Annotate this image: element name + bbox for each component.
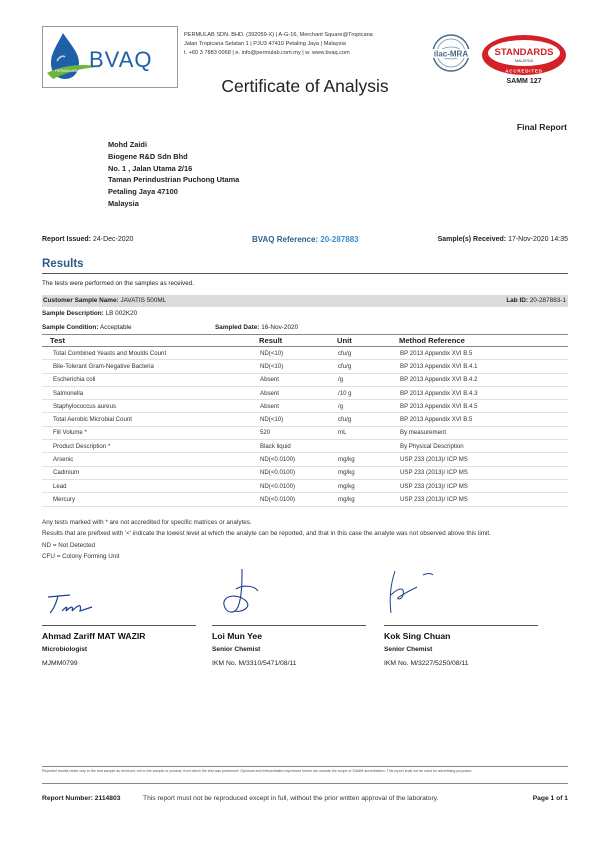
cell-test: Arsenic: [42, 453, 254, 466]
address-line: Malaysia: [108, 198, 139, 208]
cell-unit: [332, 440, 394, 453]
signatory-registration: IKM No. M/3227/5250/08/11: [384, 660, 469, 667]
cell-test: Bile-Tolerant Gram-Negative Bacteria: [42, 360, 254, 373]
lab-id-value: 20-287883-1: [529, 297, 566, 304]
reproduction-note: This report must not be reproduced except in full, without the prior written approval of the laboratory.: [143, 795, 439, 802]
cell-unit: /g: [332, 400, 394, 413]
cell-method: USP 233 (2013)/ ICP MS: [394, 466, 568, 479]
divider: [42, 766, 568, 767]
cell-method: BP 2013 Appendix XVI B.5: [394, 413, 568, 426]
samm-label: SAMM 127: [506, 78, 542, 85]
cell-unit: mL: [332, 426, 394, 439]
ilac-mra-logo: [426, 33, 476, 73]
report-info-row: [42, 236, 568, 247]
table-row: [42, 466, 568, 479]
cell-result: 520: [254, 426, 332, 439]
sample-condition-value: Acceptable: [99, 324, 132, 331]
table-row: [42, 347, 568, 360]
table-row: [42, 400, 568, 413]
divider: [42, 783, 568, 784]
lab-id: [506, 297, 566, 304]
signature-line: [384, 625, 538, 626]
signatory-name: Ahmad Zariff MAT WAZIR: [42, 631, 146, 641]
report-issued-label: Report Issued:: [42, 236, 92, 243]
signatory-title: Senior Chemist: [212, 646, 261, 653]
cell-unit: /g: [332, 373, 394, 386]
report-number: [42, 795, 120, 802]
note-line: CFU = Colony Forming Unit: [42, 552, 120, 560]
signatory-name: Kok Sing Chuan: [384, 631, 451, 641]
cell-unit: mg/kg: [332, 493, 394, 506]
table-header-row: [42, 335, 568, 347]
report-status: Final Report: [516, 122, 567, 132]
company-line: PERMULAB SDN. BHD. (392059-X) | A-G-16, Merchant Square@Tropicana: [184, 32, 373, 38]
disclaimer: Reported results relate only to the test sample as received, not to the sample or product, from which the test was performed. Opinions and interpretation expressed herein are outside the scope of SAMM accreditation. This report shall not be used for advertising purposes.: [42, 769, 473, 773]
notes: [42, 517, 568, 562]
client-address: [108, 139, 239, 210]
cell-method: USP 233 (2013)/ ICP MS: [394, 493, 568, 506]
signatory-title: Microbiologist: [42, 646, 88, 653]
report-number-value: 2114803: [94, 795, 121, 802]
table-row: [42, 479, 568, 492]
sampled-date-value: 16-Nov-2020: [261, 324, 299, 331]
cell-method: By Physical Description: [394, 440, 568, 453]
samples-received-value: 17-Nov-2020 14:35: [508, 236, 568, 243]
cell-test: Total Combined Yeasts and Moulds Count: [42, 347, 254, 360]
cell-method: BP 2013 Appendix XVI B.4.1: [394, 360, 568, 373]
cell-unit: mg/kg: [332, 466, 394, 479]
signatory-block: [384, 629, 469, 671]
cell-test: Lead: [42, 479, 254, 492]
logo-text: BVAQ: [89, 47, 153, 72]
samples-received-label: Sample(s) Received:: [437, 236, 507, 243]
company-line: t. +60 3 7883 0068 | e. info@permulab.com.my | w. www.bvaq.com: [184, 50, 350, 56]
signatory-block: [212, 629, 297, 671]
cell-result: ND(<0.0100): [254, 466, 332, 479]
cell-test: Fill Volume *: [42, 426, 254, 439]
company-line: Jalan Tropicana Selatan 1 | PJU3 47410 Petaling Jaya | Malaysia: [184, 41, 346, 47]
report-issued-value: 24-Dec-2020: [92, 236, 134, 243]
page-number: Page 1 of 1: [532, 795, 568, 802]
signature-ahmad: [44, 567, 114, 623]
table-row: [42, 373, 568, 386]
standards-malaysia-logo: [480, 33, 568, 79]
column-header-result: Result: [254, 335, 332, 347]
cell-result: Black liquid: [254, 440, 332, 453]
cell-method: BP 2013 Appendix XVI B.4.5: [394, 400, 568, 413]
cell-result: ND(<10): [254, 347, 332, 360]
cell-result: ND(<0.0100): [254, 493, 332, 506]
cell-result: Absent: [254, 373, 332, 386]
company-info: [184, 31, 424, 58]
cell-test: Cadmium: [42, 466, 254, 479]
cell-unit: cfu/g: [332, 360, 394, 373]
cell-unit: mg/kg: [332, 479, 394, 492]
address-line: No. 1 , Jalan Utama 2/16: [108, 163, 193, 173]
column-header-method: Method Reference: [394, 335, 568, 347]
svg-text:STANDARDS: STANDARDS: [494, 47, 554, 58]
note-line: Results that are prefixed with '<' indicate the lowest level at which the analyte can be reported, and that in this case the analyte was not observed above this limit.: [42, 530, 491, 538]
cell-method: By measurement: [394, 426, 568, 439]
bvaq-reference: [252, 235, 359, 244]
cell-method: USP 233 (2013)/ ICP MS: [394, 479, 568, 492]
cell-test: Mercury: [42, 493, 254, 506]
table-row: [42, 440, 568, 453]
cell-test: Staphylococcus aureus: [42, 400, 254, 413]
document-title: Certificate of Analysis: [221, 76, 389, 96]
customer-sample-name: [43, 297, 166, 304]
cell-test: Escherichia coli: [42, 373, 254, 386]
svg-text:ilac-MRA: ilac-MRA: [433, 49, 469, 59]
sampled-date: [215, 324, 298, 331]
cell-method: BP 2013 Appendix XVI B.5: [394, 347, 568, 360]
cell-result: ND(<0.0100): [254, 453, 332, 466]
cell-test: Product Description *: [42, 440, 254, 453]
address-line: Mohd Zaidi: [108, 140, 147, 149]
note-line: ND = Not Detected: [42, 541, 96, 549]
table-row: [42, 386, 568, 399]
cell-unit: /10 g: [332, 386, 394, 399]
signatory-registration: MJMM0799: [42, 660, 78, 667]
lab-id-label: Lab ID:: [506, 297, 528, 304]
signatory-block: [42, 629, 145, 671]
sample-description: [42, 310, 137, 317]
signature-line: [42, 625, 196, 626]
cell-result: Absent: [254, 400, 332, 413]
address-line: Biogene R&D Sdn Bhd: [108, 151, 188, 161]
sample-condition-label: Sample Condition:: [42, 324, 99, 331]
bvaq-reference-label: BVAQ Reference:: [252, 235, 319, 244]
sample-description-value: LB 002K20: [105, 310, 138, 317]
signatory-title: Senior Chemist: [384, 646, 433, 653]
sample-description-label: Sample Description:: [42, 310, 104, 317]
results-heading: Results: [42, 258, 84, 270]
cell-unit: cfu/g: [332, 413, 394, 426]
cell-result: Absent: [254, 386, 332, 399]
samples-received: [438, 236, 568, 243]
cell-method: USP 233 (2013)/ ICP MS: [394, 453, 568, 466]
svg-text:ACCREDITED: ACCREDITED: [505, 68, 543, 74]
cell-unit: cfu/g: [332, 347, 394, 360]
sampled-date-label: Sampled Date:: [215, 324, 260, 331]
cell-result: ND(<0.0100): [254, 479, 332, 492]
column-header-unit: Unit: [332, 335, 394, 347]
signature-line: [212, 625, 366, 626]
table-row: [42, 360, 568, 373]
signature-loi: [212, 567, 272, 623]
cell-result: ND(<10): [254, 360, 332, 373]
cell-test: Salmonella: [42, 386, 254, 399]
customer-sample-value: JAVATIS 500ML: [120, 297, 167, 304]
table-row: [42, 493, 568, 506]
report-number-label: Report Number:: [42, 795, 93, 802]
signature-kok: [383, 567, 453, 623]
divider: [42, 273, 568, 274]
bvaq-reference-value: 20-287883: [320, 235, 359, 244]
cell-method: BP 2013 Appendix XVI B.4.2: [394, 373, 568, 386]
cell-test: Total Aerobic Microbial Count: [42, 413, 254, 426]
table-row: [42, 453, 568, 466]
signatory-name: Loi Mun Yee: [212, 631, 262, 641]
address-line: Taman Perindustrian Puchong Utama: [108, 175, 240, 185]
logo-subtext: PERMULAB: [55, 68, 78, 73]
report-issued: [42, 236, 133, 243]
customer-sample-bar: [42, 295, 568, 307]
customer-sample-label: Customer Sample Name:: [43, 297, 119, 304]
results-table-body: [42, 347, 568, 507]
table-row: [42, 413, 568, 426]
svg-text:MALAYSIA: MALAYSIA: [515, 59, 533, 63]
cell-unit: mg/kg: [332, 453, 394, 466]
cell-result: ND(<10): [254, 413, 332, 426]
address-line: Petaling Jaya 47100: [108, 187, 178, 197]
signatory-registration: IKM No. M/3310/5471/08/11: [212, 660, 297, 667]
note-line: Any tests marked with * are not accredited for specific matrices or analytes.: [42, 519, 252, 526]
table-row: [42, 426, 568, 439]
performed-text: The tests were performed on the samples as received.: [42, 280, 194, 287]
results-table: [42, 334, 568, 507]
sample-condition: [42, 324, 132, 331]
cell-method: BP 2013 Appendix XVI B.4.3: [394, 386, 568, 399]
column-header-test: Test: [42, 335, 254, 347]
